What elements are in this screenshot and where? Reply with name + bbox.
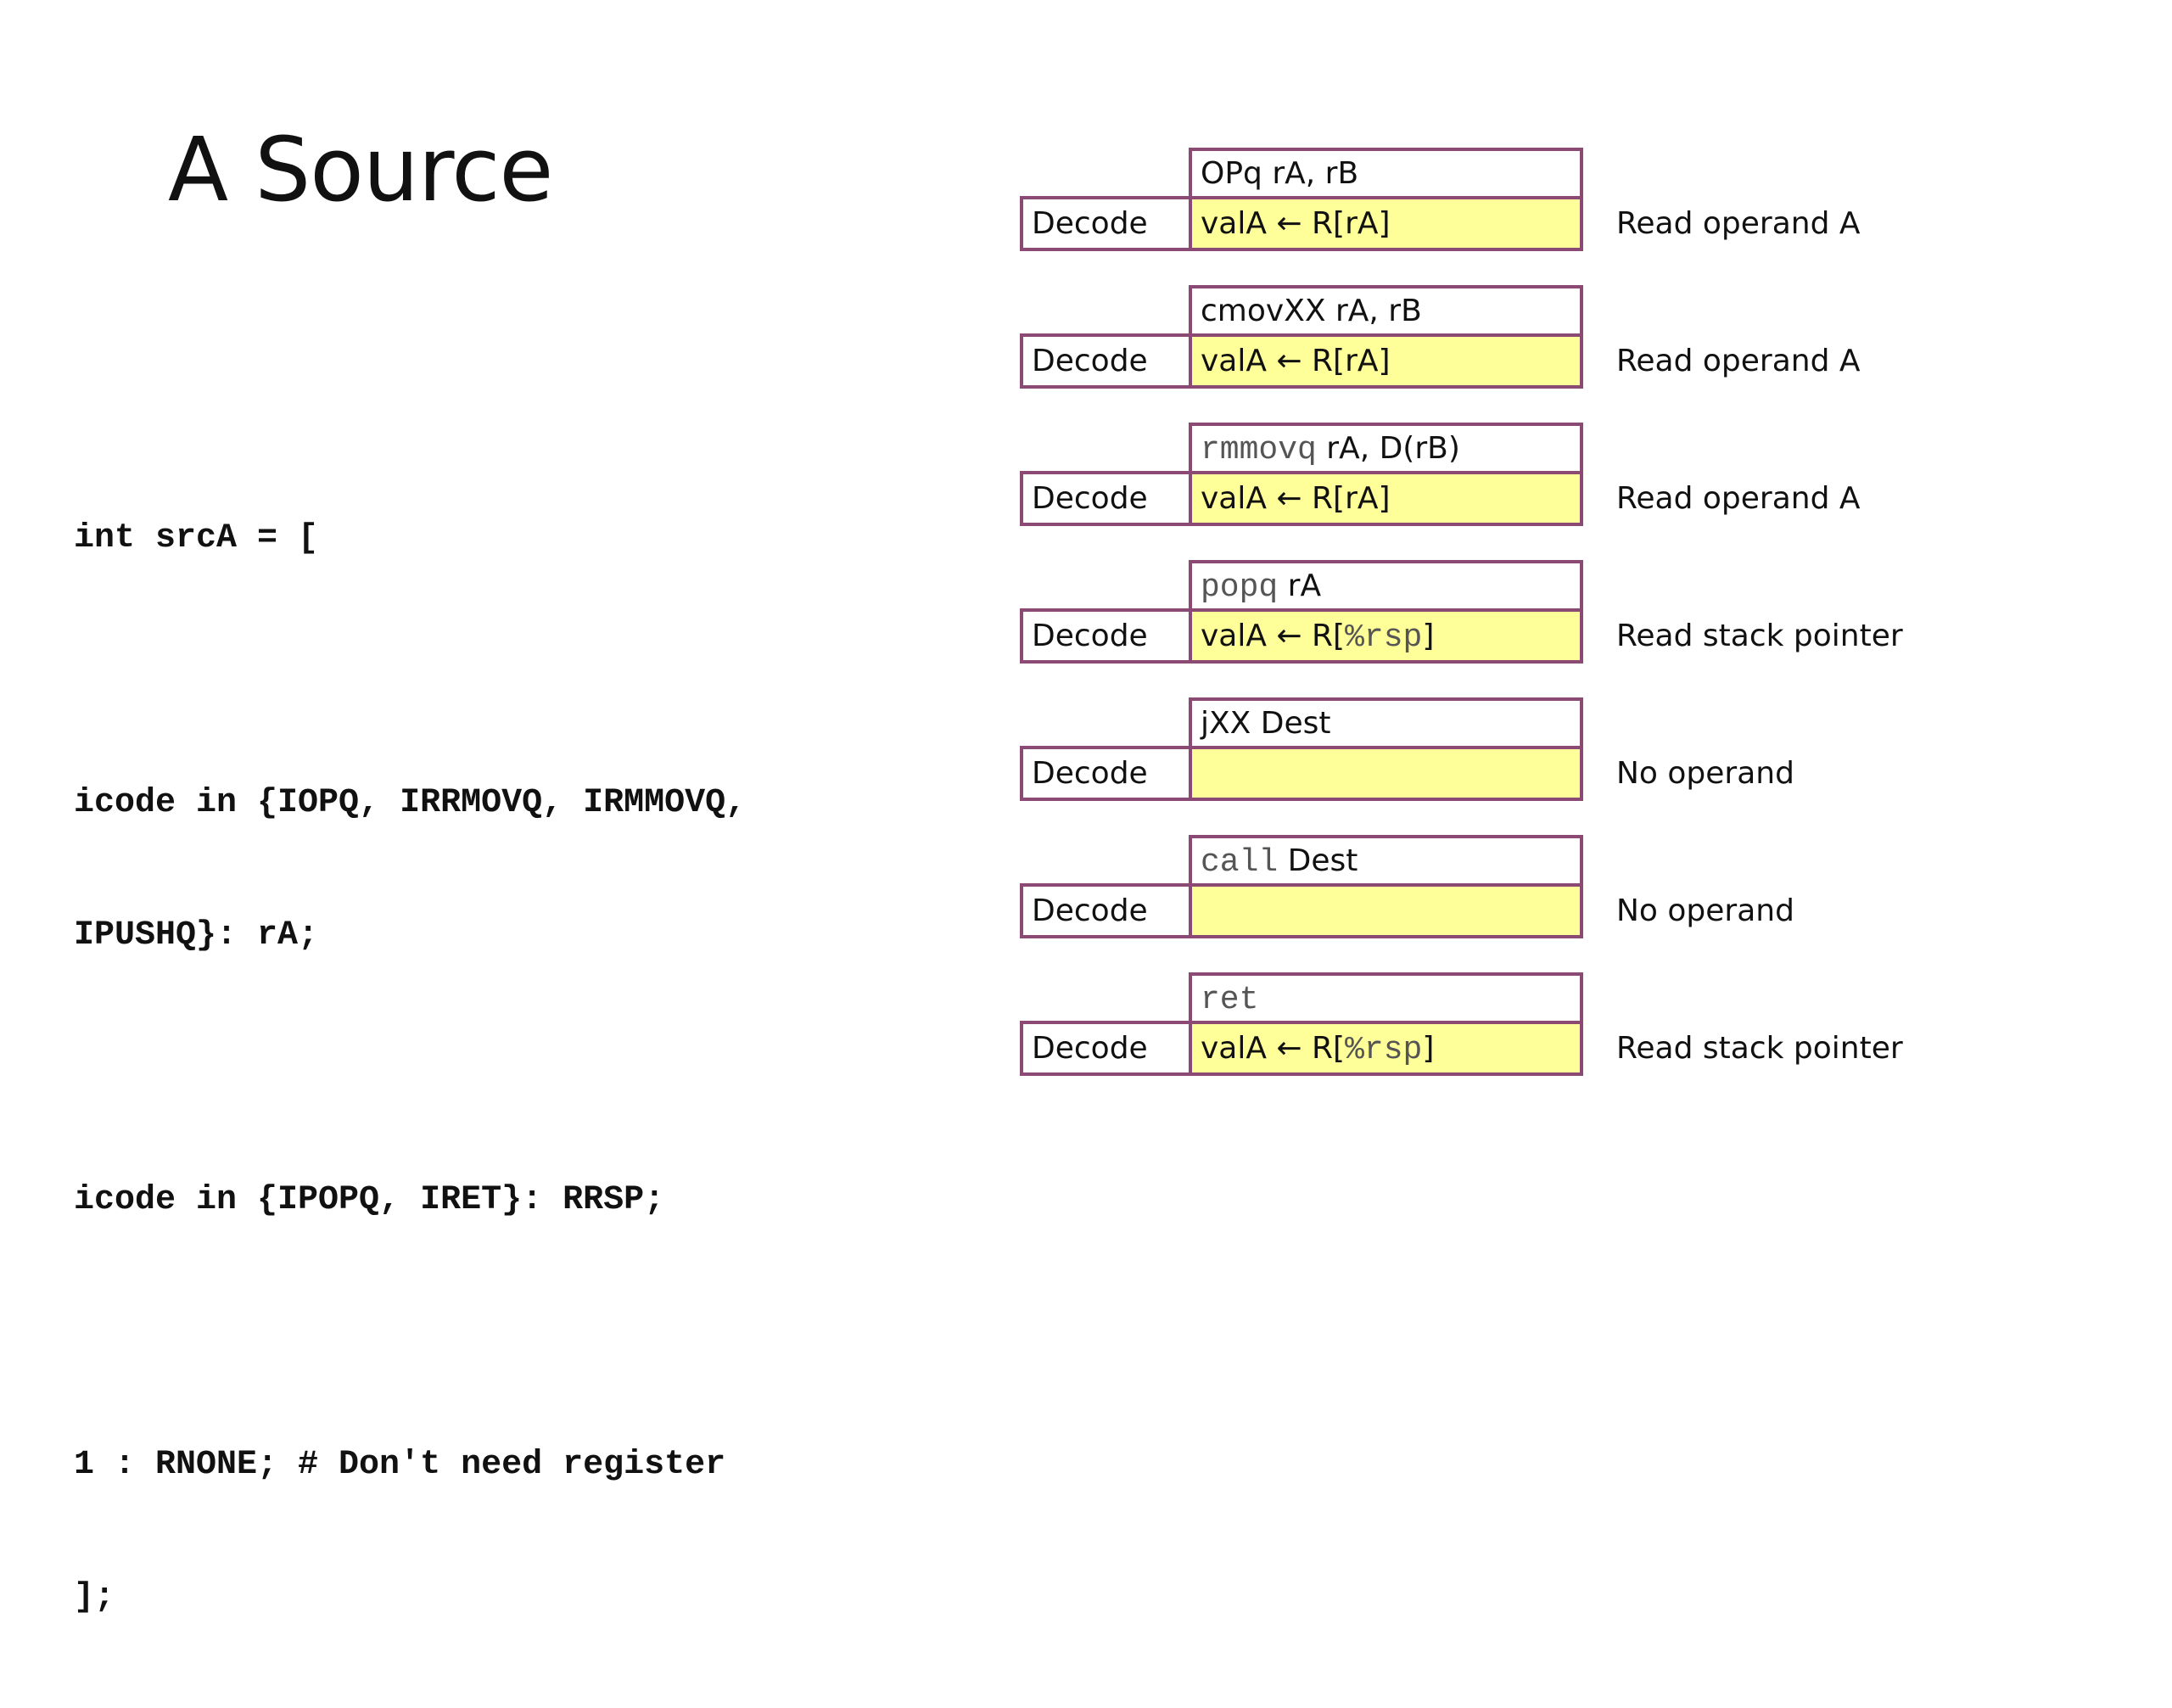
- action-text: valA ← R[: [1201, 619, 1346, 653]
- code-line: ];: [74, 1578, 115, 1616]
- instruction-box: [1189, 972, 1583, 1024]
- instruction-operands: rA: [1278, 568, 1322, 603]
- code-line: IPUSHQ}: rA;: [74, 916, 319, 955]
- stage-label: Decode: [1020, 471, 1192, 526]
- instruction-operands: jXX Dest: [1201, 706, 1331, 741]
- action-text: valA ← R[rA]: [1201, 206, 1391, 241]
- action-box: [1189, 333, 1583, 389]
- action-box: [1189, 196, 1583, 251]
- instruction-box: [1189, 423, 1583, 474]
- instruction-operands: OPq rA, rB: [1201, 156, 1359, 191]
- code-line: int srcA = [: [74, 519, 319, 557]
- row-description: Read operand A: [1616, 344, 1861, 378]
- action-box: [1189, 1021, 1583, 1076]
- stage-label: Decode: [1020, 196, 1192, 251]
- instruction-box: [1189, 285, 1583, 337]
- instruction-mnemonic: rmmovq: [1201, 432, 1317, 468]
- stage-label: Decode: [1020, 608, 1192, 664]
- code-line: 1 : RNONE; # Don't need register: [74, 1446, 726, 1484]
- instruction-mnemonic: popq: [1201, 569, 1279, 606]
- action-box: [1189, 746, 1583, 801]
- action-text-suffix: ]: [1422, 1031, 1435, 1066]
- action-register: %rsp: [1345, 619, 1423, 656]
- action-box: [1189, 471, 1583, 526]
- instruction-box: [1189, 835, 1583, 887]
- stage-label: Decode: [1020, 1021, 1192, 1076]
- row-description: No operand: [1616, 893, 1794, 928]
- instruction-mnemonic: ret: [1201, 982, 1259, 1018]
- row-description: Read operand A: [1616, 481, 1861, 516]
- code-line-blank: [74, 1311, 746, 1355]
- action-text: valA ← R[: [1201, 1031, 1346, 1066]
- action-box: [1189, 608, 1583, 664]
- slide-title: A Source: [168, 118, 553, 221]
- stage-label: Decode: [1020, 883, 1192, 938]
- row-description: Read operand A: [1616, 206, 1861, 241]
- instruction-box: [1189, 560, 1583, 612]
- instruction-operands: cmovXX rA, rB: [1201, 294, 1422, 328]
- instruction-mnemonic: call: [1201, 844, 1279, 881]
- instruction-operands: rA, D(rB): [1316, 431, 1460, 466]
- action-text-suffix: ]: [1422, 619, 1435, 653]
- row-description: No operand: [1616, 756, 1794, 791]
- instruction-box: [1189, 697, 1583, 749]
- action-register: %rsp: [1345, 1032, 1423, 1068]
- action-box: [1189, 883, 1583, 938]
- action-text: valA ← R[rA]: [1201, 481, 1391, 516]
- row-description: Read stack pointer: [1616, 1031, 1903, 1066]
- instruction-box: [1189, 148, 1583, 199]
- row-description: Read stack pointer: [1616, 619, 1903, 653]
- action-text: valA ← R[rA]: [1201, 344, 1391, 378]
- stage-label: Decode: [1020, 746, 1192, 801]
- stage-label: Decode: [1020, 333, 1192, 389]
- code-line: icode in {IOPQ, IRRMOVQ, IRMMOVQ,: [74, 784, 747, 822]
- instruction-operands: Dest: [1278, 843, 1358, 878]
- code-line: icode in {IPOPQ, IRET}: RRSP;: [74, 1181, 665, 1219]
